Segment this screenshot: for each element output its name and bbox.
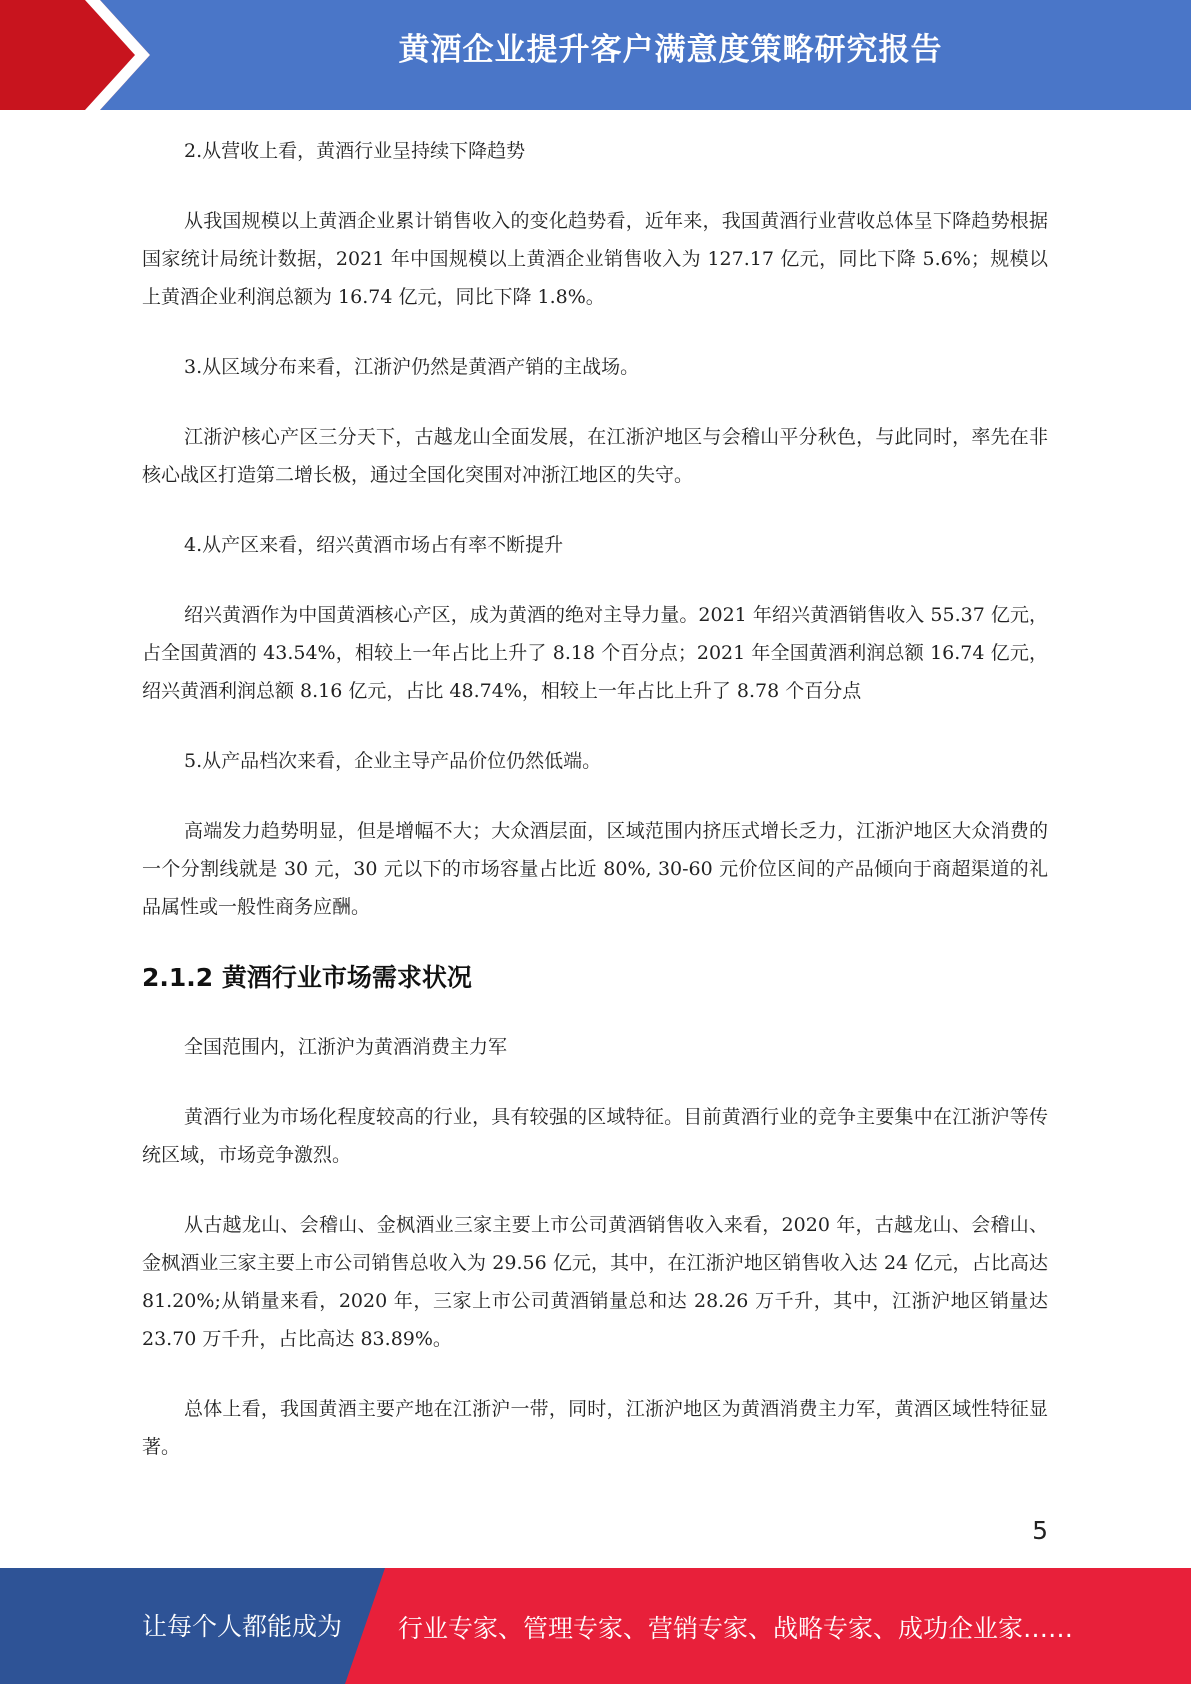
page-footer xyxy=(0,1568,1191,1684)
paragraph-product-tier: 高端发力趋势明显，但是增幅不大；大众酒层面，区域范围内挤压式增长乏力，江浙沪地区大众消费的一个分割线就是 30 元，30 元以下的市场容量占比近 80%, 30-60 元价位区间的产品倾向于商超渠道的礼品属性或一般性商务应酬。 xyxy=(142,820,1048,918)
footer-slogan-left: 让每个人都能成为 xyxy=(142,1612,343,1641)
paragraph-origin: 绍兴黄酒作为中国黄酒核心产区，成为黄酒的绝对主导力量。2021 年绍兴黄酒销售收入 55.37 亿元，占全国黄酒的 43.54%，相较上一年占比上升了 8.18 个百分点；2021 年全国黄酒利润总额 16.74 亿元，绍兴黄酒利润总额 8.16 亿元，占比 48.74%，相较上一年占比上升了 8.78 个百分点 xyxy=(142,604,1048,702)
section-heading: 2.1.2 黄酒行业市场需求状况 xyxy=(142,963,472,992)
subheading-origin: 4.从产区来看，绍兴黄酒市场占有率不断提升 xyxy=(184,534,564,556)
subheading-product-tier: 5.从产品档次来看，企业主导产品价位仍然低端。 xyxy=(184,750,602,772)
subheading-region: 3.从区域分布来看，江浙沪仍然是黄酒产销的主战场。 xyxy=(184,356,640,378)
paragraph-market: 黄酒行业为市场化程度较高的行业，具有较强的区域特征。目前黄酒行业的竞争主要集中在江浙沪等传统区域，市场竞争激烈。 xyxy=(142,1106,1048,1166)
subheading-consumption: 全国范围内，江浙沪为黄酒消费主力军 xyxy=(184,1036,508,1058)
paragraph-revenue: 从我国规模以上黄酒企业累计销售收入的变化趋势看，近年来，我国黄酒行业营收总体呈下降趋势根据国家统计局统计数据，2021 年中国规模以上黄酒企业销售收入为 127.17 亿元，同比下降 5.6%；规模以上黄酒企业利润总额为 16.74 亿元，同比下降 1.8%。 xyxy=(142,210,1048,308)
subheading-revenue: 2.从营收上看，黄酒行业呈持续下降趋势 xyxy=(184,140,526,162)
footer-slogan-right: 行业专家、管理专家、营销专家、战略专家、成功企业家…… xyxy=(398,1614,1074,1643)
page-number: 5 xyxy=(1032,1516,1048,1545)
paragraph-region: 江浙沪核心产区三分天下，古越龙山全面发展，在江浙沪地区与会稽山平分秋色，与此同时，率先在非核心战区打造第二增长极，通过全国化突围对冲浙江地区的失守。 xyxy=(142,426,1048,486)
report-title: 黄酒企业提升客户满意度策略研究报告 xyxy=(398,32,943,68)
paragraph-listed-companies: 从古越龙山、会稽山、金枫酒业三家主要上市公司黄酒销售收入来看，2020 年，古越龙山、会稽山、金枫酒业三家主要上市公司销售总收入为 29.56 亿元，其中，在江浙沪地区销售收入达 24 亿元，占比高达 81.20%;从销量来看，2020 年，三家上市公司黄酒销量总和达 28.26 万千升，其中，江浙沪地区销量达 23.70 万千升，占比高达 83.89%。 xyxy=(142,1214,1048,1350)
main-content xyxy=(142,132,1048,1498)
page-header xyxy=(0,0,1191,110)
paragraph-summary: 总体上看，我国黄酒主要产地在江浙沪一带，同时，江浙沪地区为黄酒消费主力军，黄酒区域性特征显著。 xyxy=(142,1398,1048,1458)
